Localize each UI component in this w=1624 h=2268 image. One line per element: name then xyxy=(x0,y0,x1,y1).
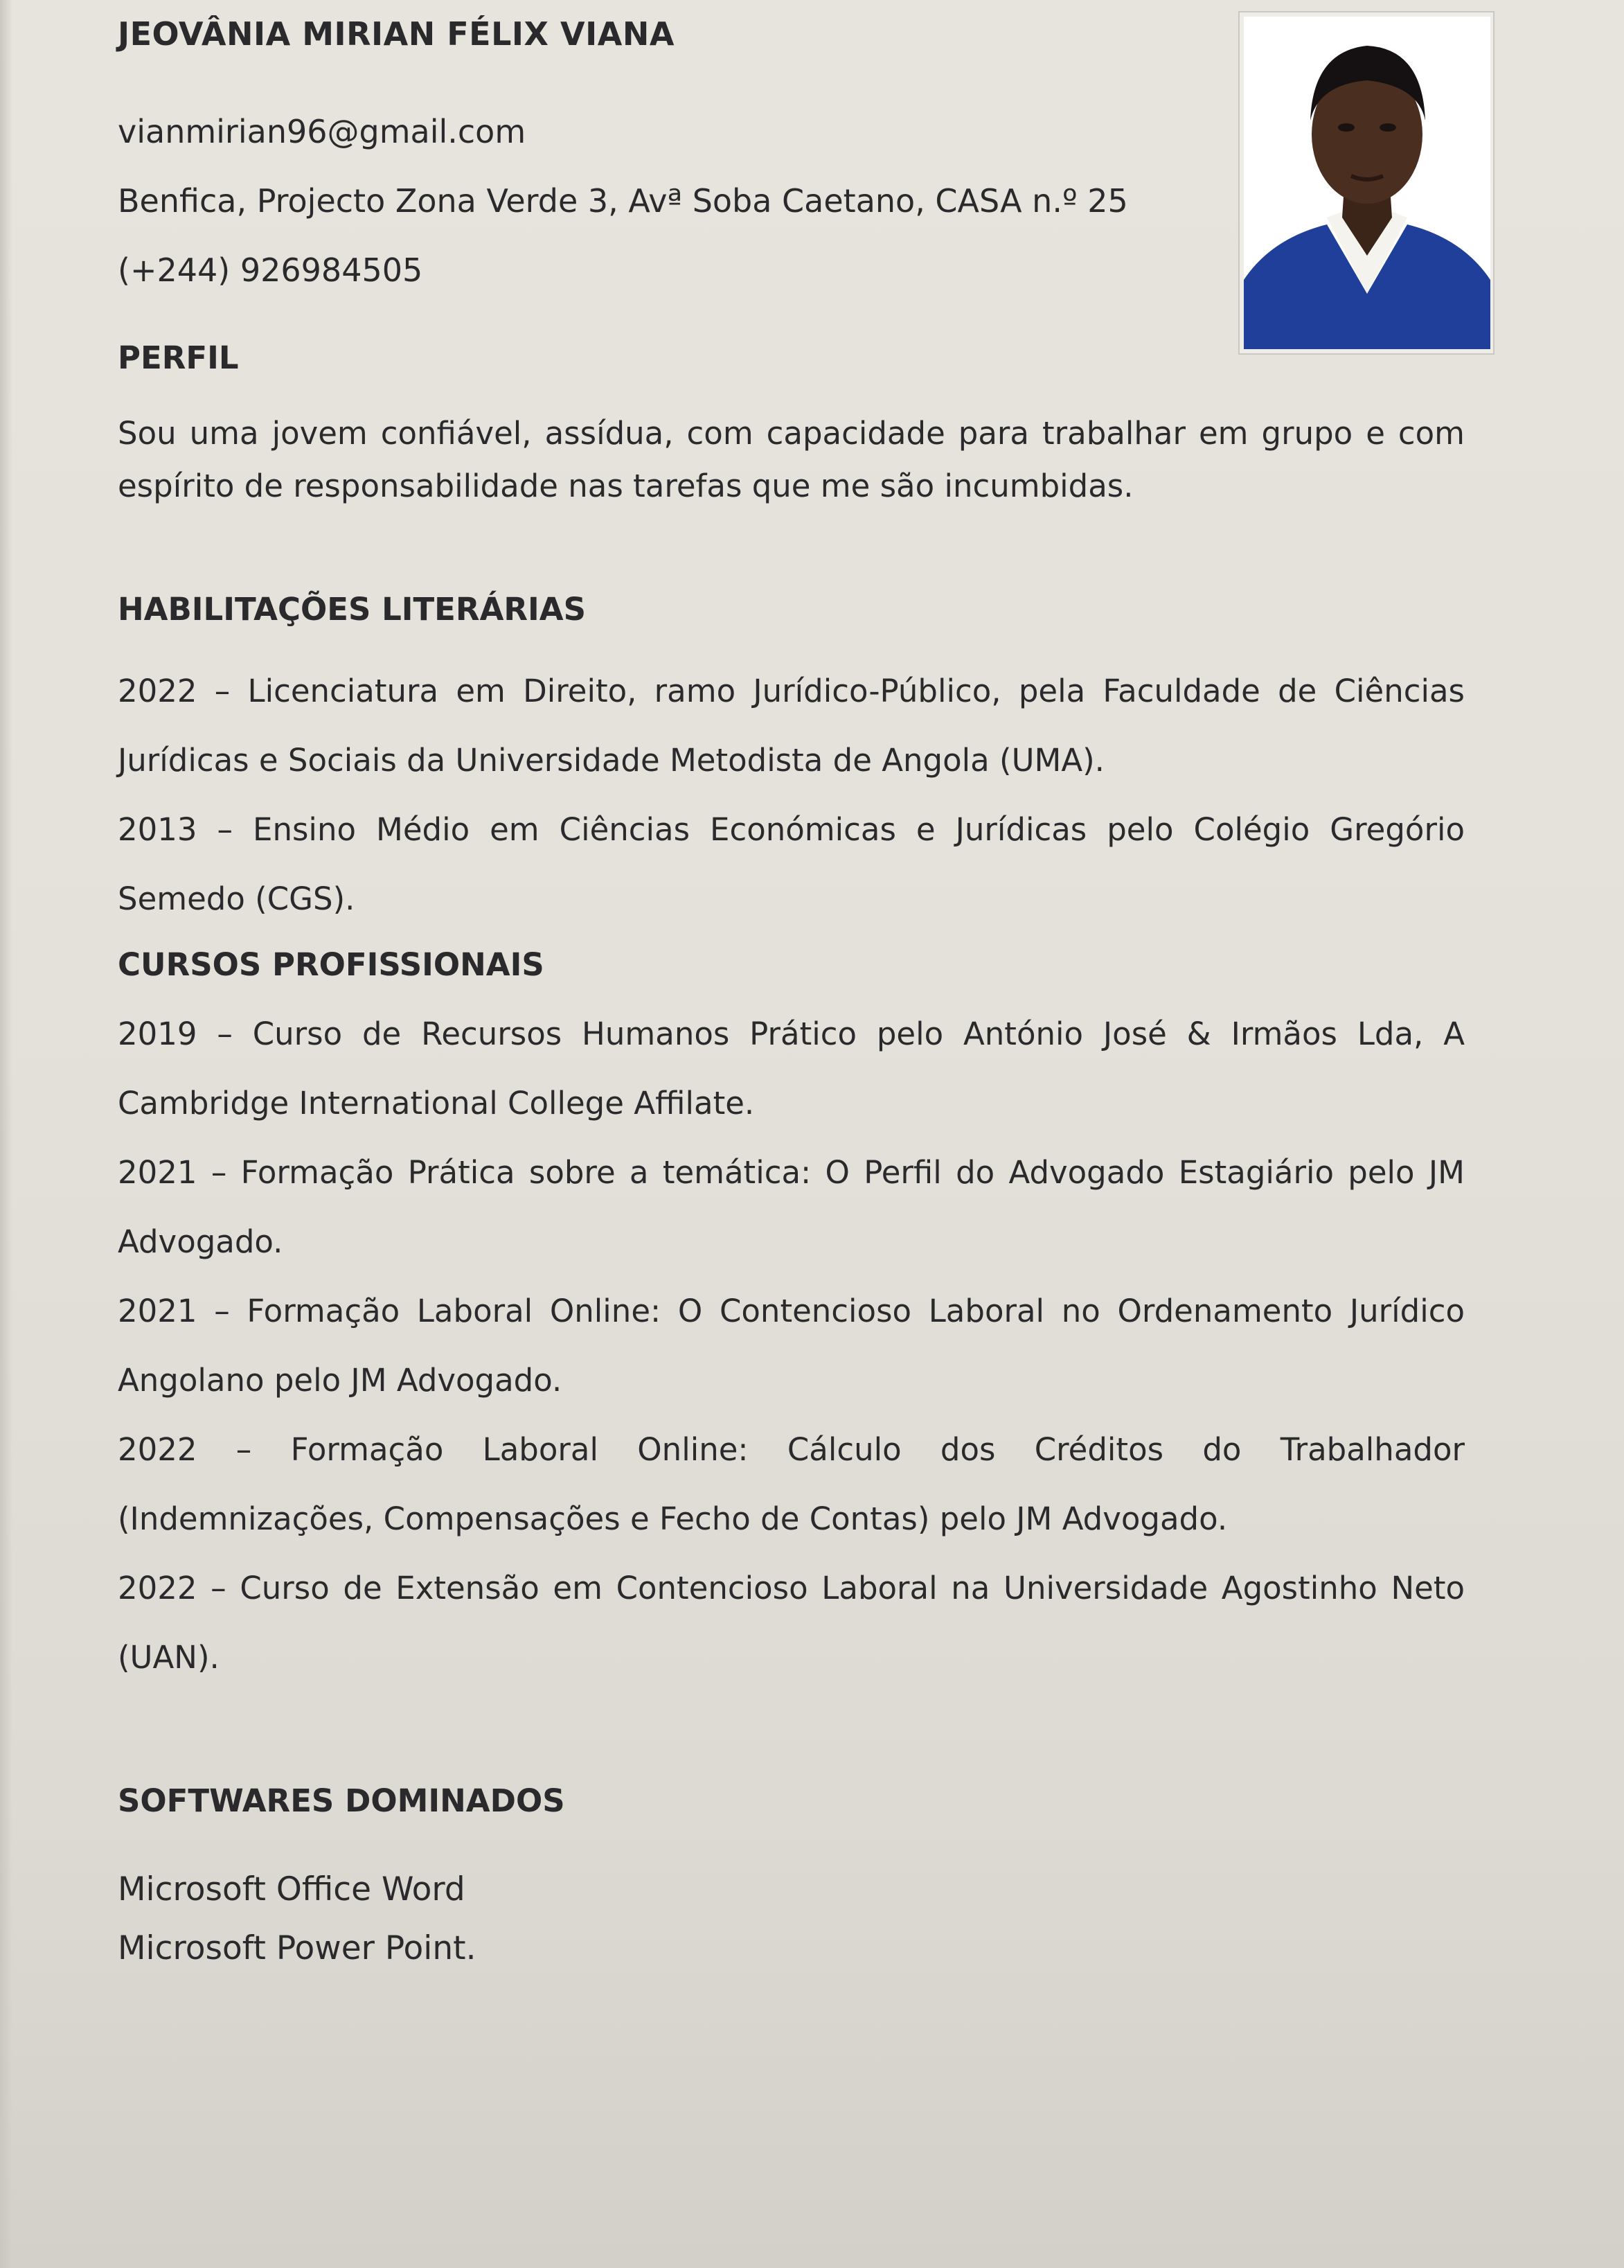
address-text: Benfica, Projecto Zona Verde 3, Avª Soba Caetano, CASA n.º 25 xyxy=(118,182,1128,220)
education-item: 2013 – Ensino Médio em Ciências Económicas e Jurídicas pelo Colégio Gregório Semedo (CGS). xyxy=(118,811,1465,917)
email-text: vianmirian96@gmail.com xyxy=(118,113,526,150)
course-item: 2021 – Formação Prática sobre a temática: O Perfil do Advogado Estagiário pelo JM Advogado. xyxy=(118,1154,1465,1260)
section-heading-perfil: PERFIL xyxy=(118,339,239,376)
software-item: Microsoft Power Point. xyxy=(118,1929,476,1967)
section-heading-softwares: SOFTWARES DOMINADOS xyxy=(118,1782,565,1819)
course-item: 2019 – Curso de Recursos Humanos Prático pelo António José & Irmãos Lda, A Cambridge International College Affilate. xyxy=(118,1016,1465,1122)
profile-photo xyxy=(1238,11,1494,355)
perfil-text: Sou uma jovem confiável, assídua, com capacidade para trabalhar em grupo e com espírito de responsabilidade nas tarefas que me são incumbidas. xyxy=(118,415,1465,504)
section-heading-habilitacoes: HABILITAÇÕES LITERÁRIAS xyxy=(118,591,587,628)
candidate-name: JEOVÂNIA MIRIAN FÉLIX VIANA xyxy=(118,15,675,53)
section-heading-cursos: CURSOS PROFISSIONAIS xyxy=(118,946,544,983)
education-item: 2022 – Licenciatura em Direito, ramo Jurídico-Público, pela Faculdade de Ciências Jurídicas e Sociais da Universidade Metodista de Angola (UMA). xyxy=(118,673,1465,779)
phone-text: (+244) 926984505 xyxy=(118,251,423,289)
course-item: 2021 – Formação Laboral Online: O Contencioso Laboral no Ordenamento Jurídico Angolano pelo JM Advogado. xyxy=(118,1293,1465,1399)
software-item: Microsoft Office Word xyxy=(118,1870,465,1908)
course-item: 2022 – Curso de Extensão em Contencioso Laboral na Universidade Agostinho Neto (UAN). xyxy=(118,1570,1465,1676)
portrait-image xyxy=(1244,17,1490,349)
course-item: 2022 – Formação Laboral Online: Cálculo dos Créditos do Trabalhador (Indemnizações, Compensações e Fecho de Contas) pelo JM Advogado. xyxy=(118,1431,1465,1537)
